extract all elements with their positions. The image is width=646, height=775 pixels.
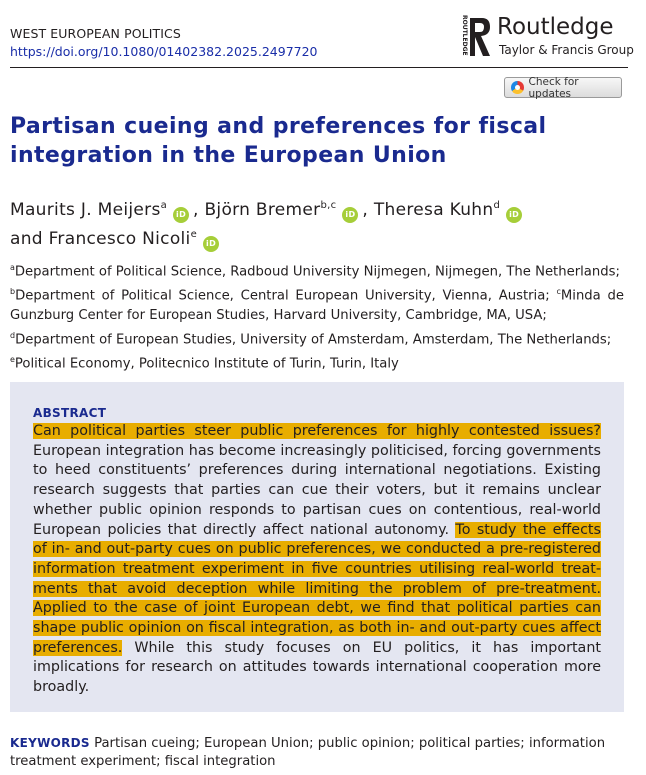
affiliation-text: Department of Political Science, Radboud University Nijmegen, Nijmegen, The Netherlands; [14,264,620,280]
affiliation-sup: a [10,263,15,272]
affiliation-sup: c [556,286,561,296]
doi-link[interactable]: https://doi.org/10.1080/01402382.2025.2497720 [10,44,318,59]
author-sup: b,c [320,200,337,211]
abstract-highlight: To study the effects of in- and out-party cues on public preferences, we conducted a pre-registered information treatment experiment in five countries utilising real-world treatments that avoid deception while limiting the problem of pre-treatment. Applied to the case of joint European debt, we find that political parties can shape public opinion on fiscal integration, as both in- and out-party cues affect preferences. [33,521,601,656]
keywords-text: Partisan cueing; European Union; public opinion; political parties; information treatment experiment; fiscal integration [10,736,606,769]
header-rule [10,67,628,68]
logo-vertical-text: ROUTLEDGE [461,15,468,56]
author-name: Francesco Nicoli [48,229,191,249]
keywords [10,734,610,771]
publisher-name: Routledge [497,14,614,40]
author-sup: e [190,229,198,240]
affiliations [10,258,624,374]
orcid-icon[interactable]: iD [342,207,358,223]
abstract-highlight: Can political parties steer public preferences for highly contested issues? [33,423,601,439]
affiliation-sup: e [10,354,15,364]
abstract-heading: ABSTRACT [33,406,107,420]
check-for-updates-button[interactable] [504,77,622,98]
author-sup: d [493,200,501,211]
article-title: Partisan cueing and preferences for fiscal integration in the European Union [10,114,547,168]
orcid-icon[interactable]: iD [203,236,219,252]
author-name: Maurits J. Meijers [10,200,161,220]
keywords-label: KEYWORDS [10,736,90,750]
orcid-icon[interactable]: iD [506,207,522,223]
affiliation-text: Minda de Gunzburg Center for European Studies, Harvard University, Cambridge, MA, USA; [10,288,624,323]
check-for-updates-label: Check for updates [528,75,579,100]
publisher-subtitle: Taylor & Francis Group [499,43,634,57]
affiliation-text: Political Economy, Politecnico Institute of Turin, Turin, Italy [14,355,399,371]
affiliation-sup: b [10,286,16,296]
journal-name: WEST EUROPEAN POLITICS [10,26,181,41]
affiliation-sup: d [10,330,16,340]
author-name: Björn Bremer [204,200,321,220]
author-sup: a [160,200,168,211]
affiliation-text: Department of European Studies, University of Amsterdam, Amsterdam, The Netherlands; [15,331,612,347]
orcid-icon[interactable]: iD [173,207,189,223]
abstract-segment: While this study focuses on EU politics, it has important implications for research on attitudes towards international cooperation more broadly. [33,639,601,696]
affiliation-text: Department of Political Science, Central European University, Vienna, Austria; [15,288,550,304]
abstract-segment: European integration has become increasingly politicised, forcing governments to heed constituents’ preferences during international negotiations. Existing research suggests that parties can cue their voters, but it remains unclear whether public opinion responds to partisan cues on contentious, real-world European policies that directly affect national autonomy. [33,442,601,538]
author-name: Theresa Kuhn [373,200,494,220]
abstract-text [33,422,601,698]
author-list: Maurits J. Meijers$^a$iD , Björn Bremer$^{b,c}$iD , Theresa Kuhn$^d$iD and Francesco Nicoli$^e$iD [10,194,610,252]
routledge-logo-icon [456,12,492,62]
crossmark-icon [511,81,524,94]
